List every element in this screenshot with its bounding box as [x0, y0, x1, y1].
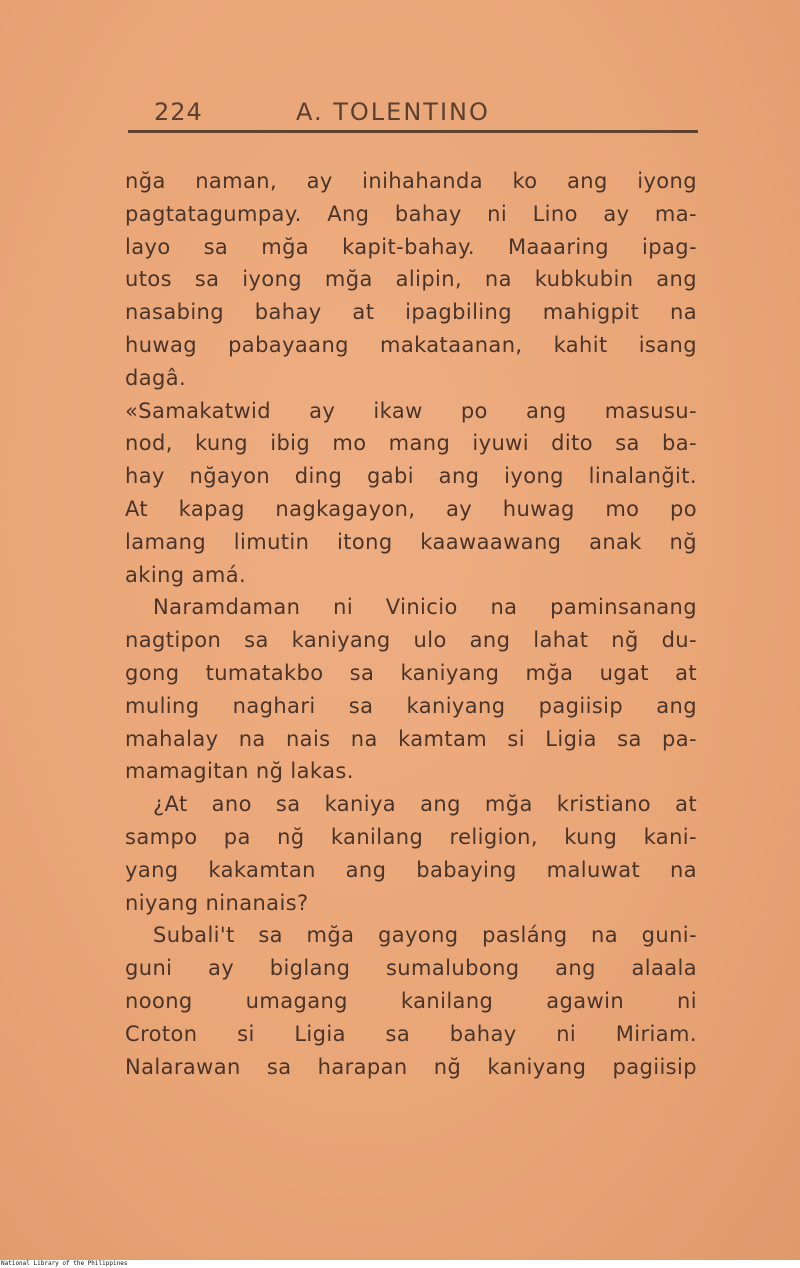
text-line: layo sa mğa kapit-bahay. Maaaring ipag- [125, 234, 697, 259]
text-line: pagtatagumpay. Ang bahay ni Lino ay ma- [125, 201, 697, 226]
text-line: aking amá. [125, 562, 247, 587]
text-line: nod, kung ibig mo mang iyuwi dito sa ba- [125, 431, 697, 456]
running-head: A. TOLENTINO [296, 98, 490, 126]
text-line: Nalarawan sa harapan nğ kaniyang pagiisip [125, 1054, 697, 1079]
text-line: gong tumatakbo sa kaniyang mğa ugat at [125, 660, 697, 685]
text-line: niyang ninanais? [125, 890, 309, 915]
text-line: noong umagang kanilang agawin ni [125, 988, 697, 1013]
text-line: dagâ. [125, 365, 187, 390]
text-line: muling naghari sa kaniyang pagiisip ang [125, 693, 697, 718]
text-line: At kapag nagkagayon, ay huwag mo po [125, 496, 697, 521]
text-line: utos sa iyong mğa alipin, na kubkubin ang [125, 267, 697, 292]
page-number: 224 [154, 98, 203, 126]
text-line: nasabing bahay at ipagbiling mahigpit na [125, 300, 697, 325]
text-line: mamagitan nğ lakas. [125, 759, 354, 784]
text-line: ¿At ano sa kaniya ang mğa kristiano at [153, 792, 697, 817]
text-line: guni ay biglang sumalubong ang alaala [125, 956, 697, 981]
page-header [120, 98, 700, 132]
text-line: hay nğayon ding gabi ang iyong linalanğit. [125, 464, 697, 489]
text-line: mahalay na nais na kamtam si Ligia sa pa- [125, 726, 697, 751]
text-line: lamang limutin itong kaawaawang anak nğ [125, 529, 697, 554]
text-line: Croton si Ligia sa bahay ni Miriam. [125, 1021, 697, 1046]
text-line: nğa naman, ay inihahanda ko ang iyong [125, 169, 697, 193]
body-text [125, 165, 697, 1083]
text-line: sampo pa nğ kanilang religion, kung kani- [125, 824, 697, 849]
text-line: yang kakamtan ang babaying maluwat na [125, 857, 697, 882]
text-line: nagtipon sa kaniyang ulo ang lahat nğ du- [125, 628, 697, 653]
text-line: Naramdaman ni Vinicio na paminsanang [153, 595, 697, 620]
text-line: Subali't sa mğa gayong pasláng na guni- [153, 923, 697, 948]
header-rule [128, 130, 698, 133]
text-line: «Samakatwid ay ikaw po ang masusu- [125, 398, 697, 423]
library-credit: National Library of the Philippines [1, 1260, 128, 1267]
text-line: huwag pabayaang makataanan, kahit isang [125, 332, 697, 357]
